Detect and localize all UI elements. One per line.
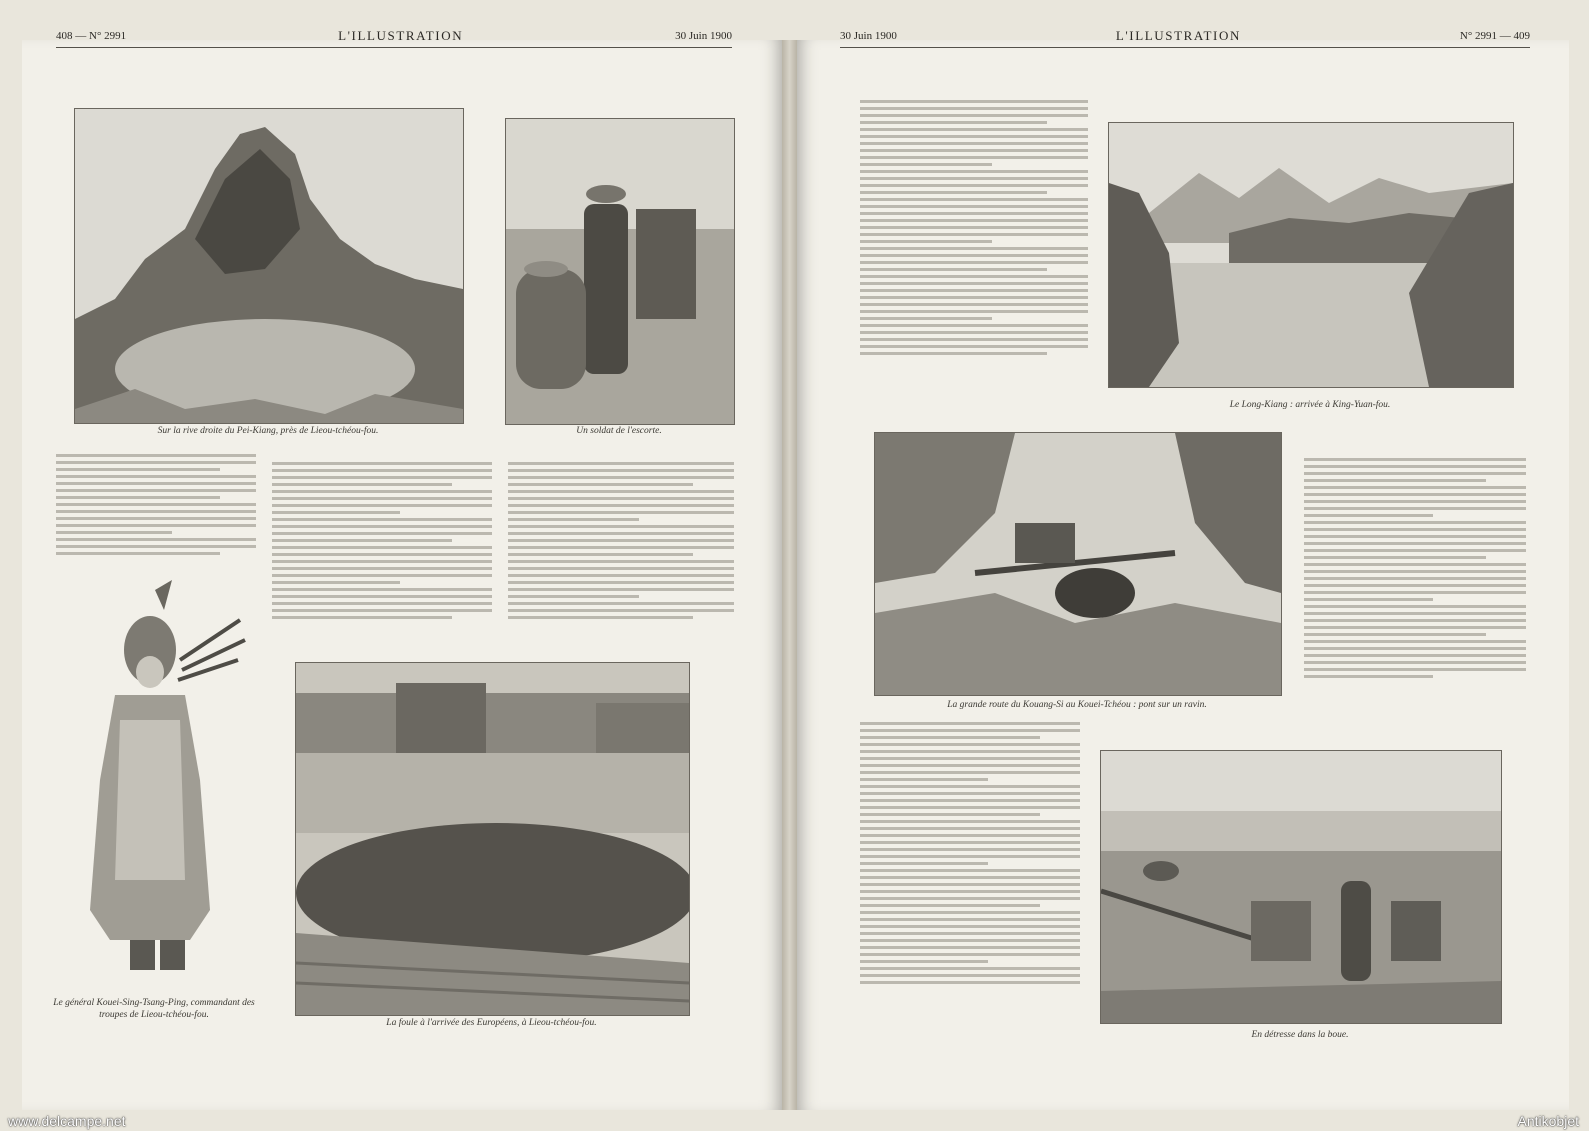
left-text-column-3 [508,462,734,623]
bridge-illustration [874,432,1282,696]
right-header-rule [840,47,1530,48]
right-page-header [840,28,1530,44]
left-journal-title: L'ILLUSTRATION [338,28,464,43]
right-text-column-2 [1304,458,1526,682]
antikobjet-watermark: Antikobjet [1517,1113,1579,1129]
left-page-number: 408 — N° 2991 [56,30,127,42]
river-photo [1108,122,1514,388]
general-caption: Le général Kouei-Sing-Tsang-Ping, commandant des troupes de Lieou-tchéou-fou. [53,998,255,1020]
right-page-date: 30 Juin 1900 [840,30,897,42]
soldier-caption: Un soldat de l'escorte. [576,426,662,436]
right-text-column-3 [860,722,1080,988]
left-header-rule [56,47,732,48]
left-page-header [56,28,732,44]
right-page-number: N° 2991 — 409 [1459,30,1530,42]
river-caption: Le Long-Kiang : arrivée à King-Yuan-fou. [1229,400,1391,410]
general-portrait [60,580,248,990]
right-text-column-1 [860,100,1088,359]
left-text-column-1 [56,454,256,559]
left-page-date: 30 Juin 1900 [675,30,732,42]
crowd-photo [295,662,690,1016]
rocks-photo [74,108,464,424]
book-gutter [782,40,797,1110]
right-journal-title: L'ILLUSTRATION [1115,28,1241,43]
delcampe-watermark: www.delcampe.net [8,1113,126,1129]
crowd-caption: La foule à l'arrivée des Européens, à Lieou-tchéou-fou. [386,1018,597,1028]
soldier-photo [505,118,735,425]
left-text-column-2 [272,462,492,623]
rocks-caption: Sur la rive droite du Pei-Kiang, près de Lieou-tchéou-fou. [157,426,379,436]
mud-photo [1100,750,1502,1024]
mud-caption: En détresse dans la boue. [1251,1030,1349,1040]
bridge-caption: La grande route du Kouang-Si au Kouei-Tchéou : pont sur un ravin. [947,700,1207,710]
